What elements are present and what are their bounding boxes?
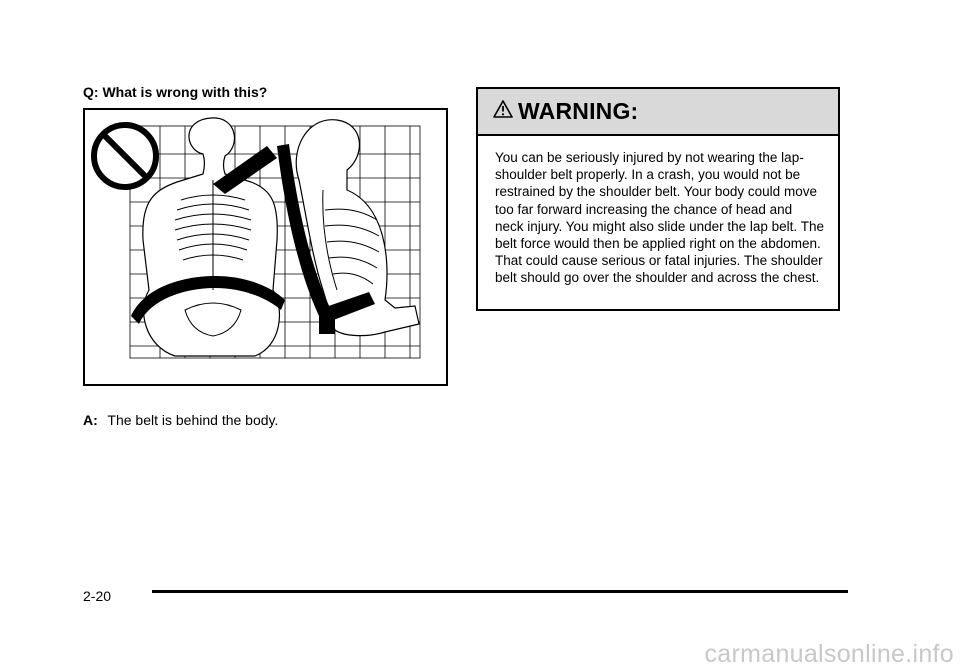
prohibition-sign-icon xyxy=(94,125,156,187)
watermark: carmanualsonline.info xyxy=(704,640,954,668)
page-number: 2-20 xyxy=(83,588,112,604)
answer xyxy=(83,412,278,428)
seat-belt-figure xyxy=(83,108,448,386)
answer-text: The belt is behind the body. xyxy=(107,412,279,428)
warning-triangle-icon xyxy=(492,99,514,124)
answer-label: A: xyxy=(83,412,98,428)
warning-title: WARNING: xyxy=(518,98,639,124)
footer-rule xyxy=(152,590,848,593)
question xyxy=(83,84,267,100)
seat-belt-illustration xyxy=(85,110,446,384)
belt-buckle xyxy=(319,308,335,334)
question-label: Q: xyxy=(83,84,99,100)
warning-body: You can be seriously injured by not wearing the lap-shoulder belt properly. In a crash, you would not be restrained by the shoulder belt. Your body could move too far forward increasing the chance of head and neck injury. You might also slide under the lap belt. The belt force would then be applied right on the abdomen. That could cause serious or fatal injuries. The shoulder belt should go over the shoulder and across the chest. xyxy=(495,150,824,286)
question-text: What is wrong with this? xyxy=(102,84,268,100)
warning-box xyxy=(476,87,840,311)
warning-header xyxy=(478,89,838,136)
